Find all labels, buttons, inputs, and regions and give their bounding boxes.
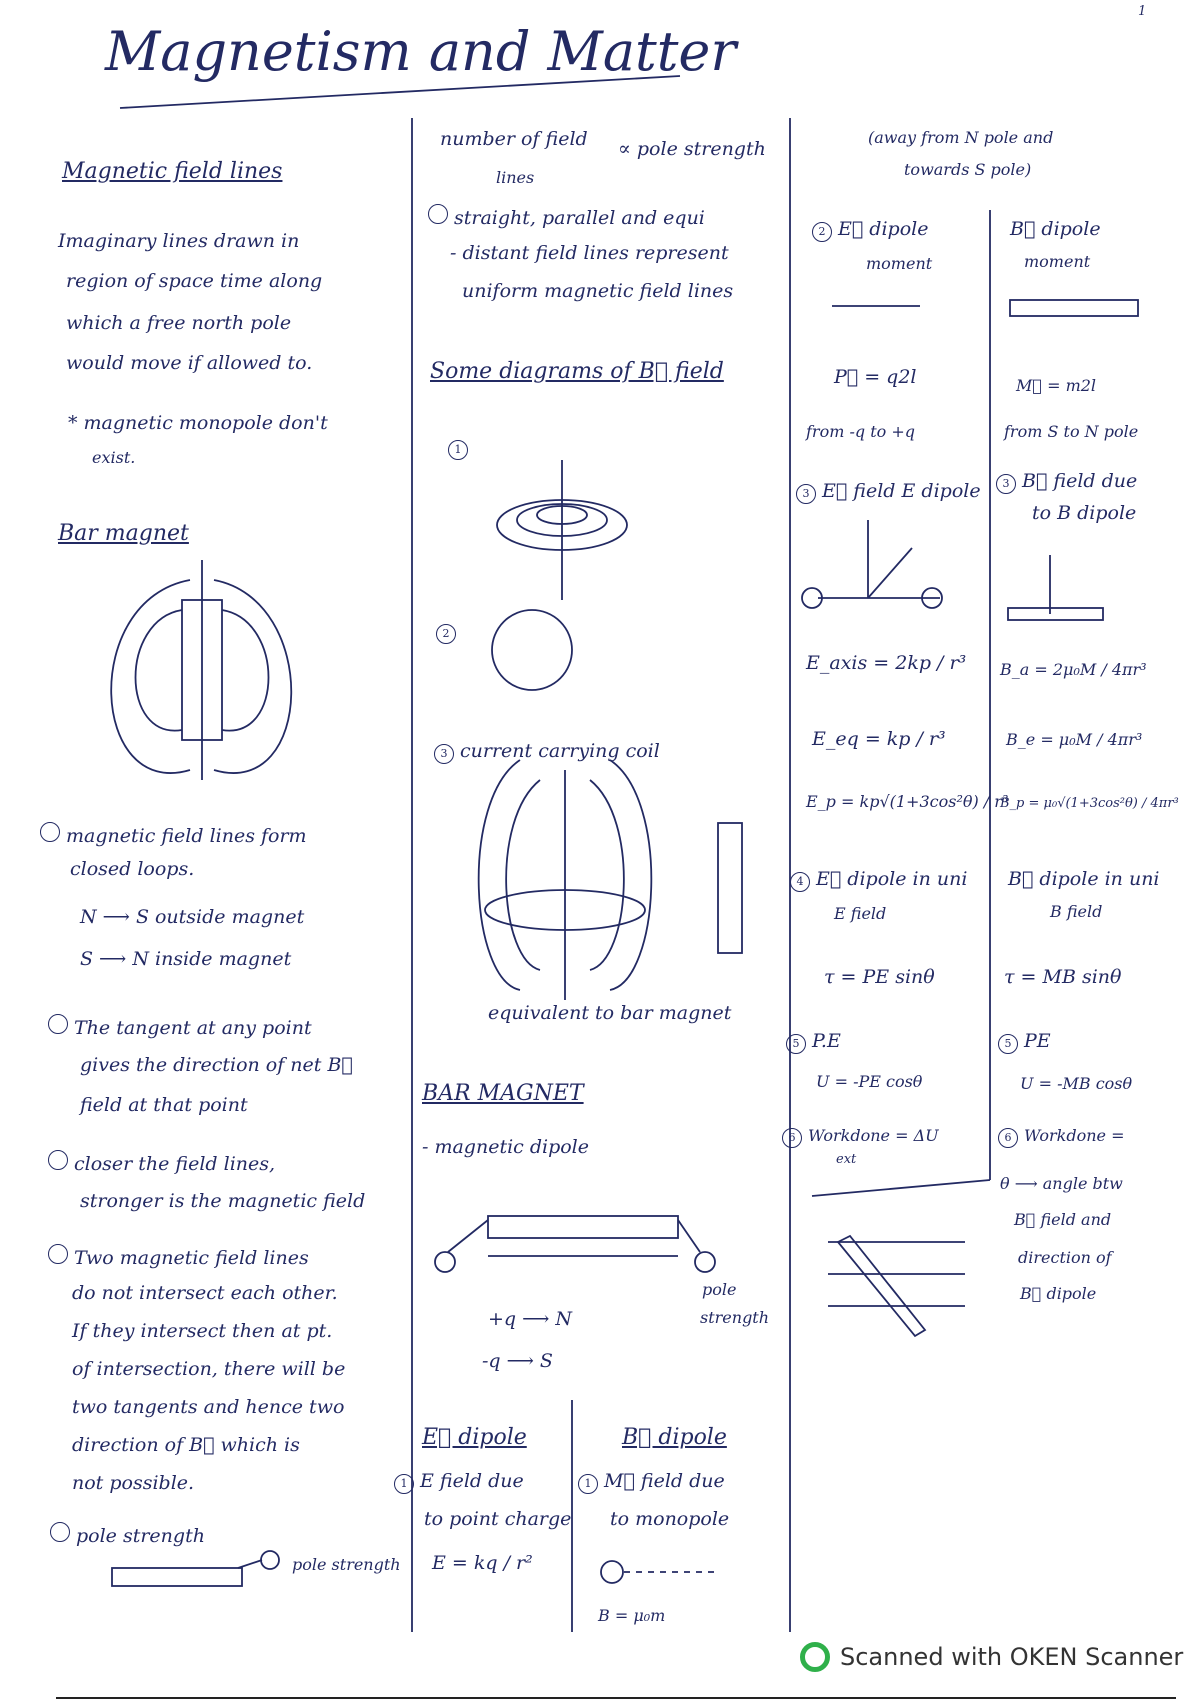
point-2-line-2: gives the direction of net B⃗ [80, 1054, 353, 1076]
e4-line-2: E field [834, 904, 887, 923]
c3-top-2: towards S pole) [904, 160, 1032, 179]
point-2-line-1: The tangent at any point [48, 1014, 312, 1041]
q-s: -q ⟶ S [482, 1350, 553, 1372]
page-number: 1 [1138, 4, 1147, 19]
heading-diagrams: Some diagrams of B⃗ field [430, 359, 724, 384]
theta-4: B⃗ dipole [1020, 1284, 1097, 1303]
tau-b: τ = MB sinθ [1004, 966, 1122, 988]
b-dipole-head: B⃗ dipole [622, 1425, 727, 1450]
heading-bar-magnet-2: BAR MAGNET [422, 1081, 584, 1106]
scanner-text: Scanned with OKEN Scanner [840, 1643, 1184, 1671]
monopole-line-1: * magnetic monopole don't [68, 412, 328, 434]
uniform-3: uniform magnetic field lines [462, 280, 734, 302]
e-dipole-head: E⃗ dipole [422, 1425, 527, 1450]
point-4-line-1: Two magnetic field lines [48, 1244, 309, 1271]
point-1-line-1: magnetic field lines form [40, 822, 307, 849]
q-n: +q ⟶ N [488, 1308, 573, 1330]
m-dir: from S to N pole [1004, 422, 1139, 441]
ns-inside: S ⟶ N inside magnet [80, 948, 292, 970]
bullet-icon [428, 204, 448, 224]
e2-line-2: moment [866, 254, 933, 273]
e6-line-1: 6 Workdone = ΔU [782, 1126, 939, 1148]
b1-line-2: to monopole [610, 1508, 730, 1530]
monopole-line-2: exist. [92, 448, 136, 467]
bullet-icon [50, 1522, 70, 1542]
b1-formula: B = μ₀m [598, 1606, 666, 1625]
e1-formula: E = kq / r² [432, 1552, 533, 1574]
b-a: B_a = 2μ₀M / 4πr³ [1000, 660, 1147, 679]
u-e: U = -PE cosθ [816, 1072, 923, 1091]
point-1-line-2: closed loops. [70, 858, 195, 880]
point-4-line-4: of intersection, there will be [72, 1358, 346, 1380]
bottom-divider [56, 1697, 1176, 1699]
pole-strength-label: pole strength [292, 1555, 401, 1574]
diagram-1-num: 1 [448, 438, 474, 460]
def-line-4: would move if allowed to. [66, 352, 313, 374]
b3-line-1: 3 B⃗ field due [996, 470, 1137, 494]
bullet-icon [40, 822, 60, 842]
pole-strength-1: pole [702, 1280, 737, 1299]
p-formula: P⃗ = q2l [834, 366, 917, 388]
theta-2: B⃗ field and [1014, 1210, 1112, 1229]
ns-outside: N ⟶ S outside magnet [80, 906, 305, 928]
uniform-1: straight, parallel and equi [428, 204, 705, 231]
def-line-3: which a free north pole [66, 312, 292, 334]
heading-bar-magnet: Bar magnet [58, 521, 189, 546]
b-e: B_e = μ₀M / 4πr³ [1006, 730, 1143, 749]
point-4-line-7: not possible. [72, 1472, 195, 1494]
b6: 6 Workdone = [998, 1126, 1124, 1148]
point-3-line-1: closer the field lines, [48, 1150, 275, 1177]
scanner-logo-icon [800, 1642, 830, 1672]
e1-line-1: 1 E field due [394, 1470, 524, 1494]
point-4-line-5: two tangents and hence two [72, 1396, 345, 1418]
equiv-label: equivalent to bar magnet [488, 1002, 732, 1024]
c3-top-1: (away from N pole and [868, 128, 1054, 147]
e-axis: E_axis = 2kp / r³ [806, 652, 967, 674]
e1-line-2: to point charge [424, 1508, 572, 1530]
u-b: U = -MB cosθ [1020, 1074, 1133, 1093]
c2-top-3: ∝ pole strength [618, 138, 766, 160]
e6-line-2: ext [836, 1152, 857, 1167]
theta-3: direction of [1018, 1248, 1112, 1267]
theta-1: θ ⟶ angle btw [1000, 1174, 1123, 1193]
dipole-label: - magnetic dipole [422, 1136, 590, 1158]
point-5: pole strength [50, 1522, 205, 1549]
coil-label: 3 current carrying coil [434, 740, 660, 764]
b3-line-2: to B dipole [1032, 502, 1137, 524]
bullet-icon [48, 1014, 68, 1034]
bullet-icon [48, 1150, 68, 1170]
b5: 5 PE [998, 1030, 1051, 1054]
e5: 5 P.E [786, 1030, 841, 1054]
c2-top-1: number of field [440, 128, 588, 150]
b4-line-2: B field [1050, 902, 1103, 921]
bullet-icon [48, 1244, 68, 1264]
e-eq: E_eq = kp / r³ [812, 728, 946, 750]
e3: 3 E⃗ field E dipole [796, 480, 981, 504]
uniform-2: - distant field lines represent [450, 242, 729, 264]
def-line-2: region of space time along [66, 270, 323, 292]
b2-line-1: B⃗ dipole [1010, 218, 1101, 240]
point-3-line-2: stronger is the magnetic field [80, 1190, 366, 1212]
b-p: B_p = μ₀√(1+3cos²θ) / 4πr³ [1000, 796, 1179, 811]
e-p: E_p = kp√(1+3cos²θ) / r³ [806, 792, 1009, 811]
p-dir: from -q to +q [806, 422, 915, 441]
point-4-line-3: If they intersect then at pt. [72, 1320, 333, 1342]
point-4-line-2: do not intersect each other. [72, 1282, 338, 1304]
b2-line-2: moment [1024, 252, 1091, 271]
point-2-line-3: field at that point [80, 1094, 248, 1116]
c2-top-2: lines [496, 168, 535, 187]
b4-line-1: B⃗ dipole in uni [1008, 868, 1160, 890]
scanner-watermark [800, 1642, 1183, 1672]
b1-line-1: 1 M⃗ field due [578, 1470, 725, 1494]
page-title: Magnetism and Matter [105, 20, 737, 83]
tau-e: τ = PE sinθ [824, 966, 935, 988]
diagram-2-num: 2 [436, 622, 462, 644]
pole-strength-2: strength [700, 1308, 770, 1327]
point-4-line-6: direction of B⃗ which is [72, 1434, 300, 1456]
e2-line-1: 2 E⃗ dipole [812, 218, 928, 242]
heading-field-lines: Magnetic field lines [62, 159, 283, 184]
def-line-1: Imaginary lines drawn in [58, 230, 300, 252]
m-formula: M⃗ = m2l [1016, 376, 1097, 395]
e4-line-1: 4 E⃗ dipole in uni [790, 868, 967, 892]
